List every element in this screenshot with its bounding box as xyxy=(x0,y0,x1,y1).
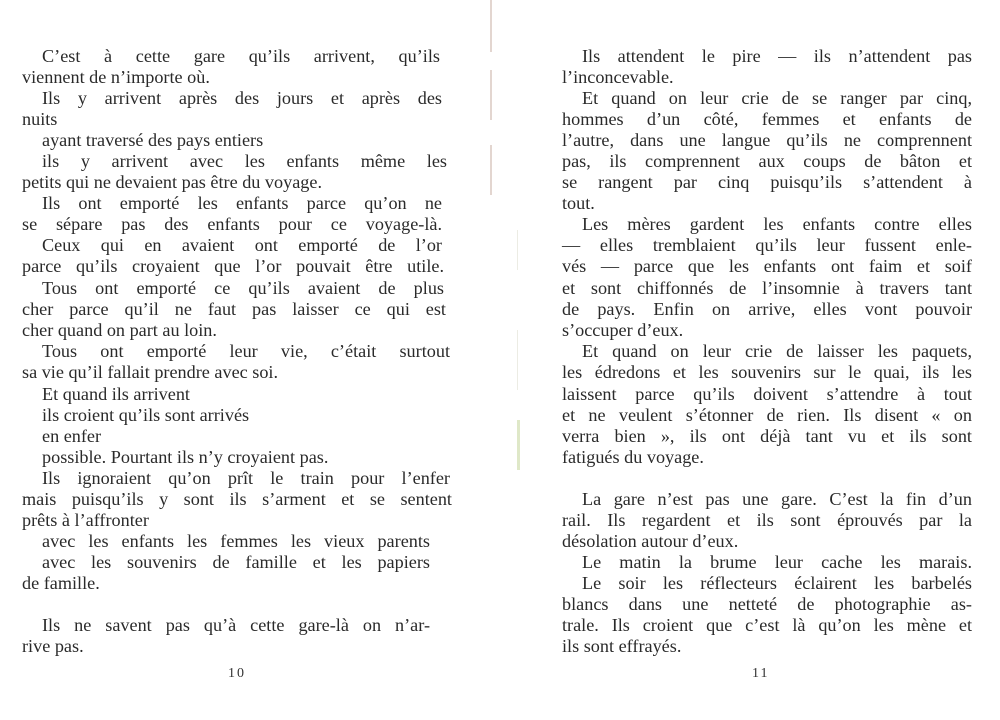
text-line: mais puisqu’ils y sont ils s’arment et se sentent xyxy=(22,489,452,509)
text-line: rail. Ils regardent et ils sont éprouvés par la xyxy=(562,510,972,530)
text-line: Ils ne savent pas qu’à cette gare-là on n’ar- xyxy=(42,615,430,635)
text-line: blancs dans une netteté de photographie as- xyxy=(562,594,972,614)
text-line: ils croient qu’ils sont arrivés xyxy=(42,405,250,425)
text-line: Tous ont emporté leur vie, c’était surtout xyxy=(42,341,450,361)
text-line: parce qu’ils croyaient que l’or pouvait être utile. xyxy=(22,256,444,276)
text-line: et ne veulent s’étonner de rien. Ils disent « on xyxy=(562,405,972,425)
text-line: nuits xyxy=(22,109,58,129)
text-line: ayant traversé des pays entiers xyxy=(42,130,264,150)
text-line: Le matin la brume leur cache les marais. xyxy=(582,552,972,572)
text-line: l’inconcevable. xyxy=(562,67,674,87)
book-gutter xyxy=(490,0,494,720)
text-line: tout. xyxy=(562,193,595,213)
text-line: l’autre, dans une langue qu’ils ne comprennent xyxy=(562,130,972,150)
text-line: C’est à cette gare qu’ils arrivent, qu’ils xyxy=(42,46,440,66)
text-line: ils sont effrayés. xyxy=(562,636,682,656)
text-line: pas, ils comprennent aux coups de bâton et xyxy=(562,151,972,171)
text-line: — elles tremblaient qu’ils leur fussent enle- xyxy=(562,235,972,255)
text-line: Et quand ils arrivent xyxy=(42,384,190,404)
text-line: Tous ont emporté ce qu’ils avaient de plus xyxy=(42,278,444,298)
text-line: ils y arrivent avec les enfants même les xyxy=(42,151,447,171)
text-line: de famille. xyxy=(22,573,100,593)
text-line: laissent parce qu’ils doivent s’attendre à tout xyxy=(562,384,972,404)
text-line: cher quand on part au loin. xyxy=(22,320,217,340)
text-line: se sépare pas des enfants pour ce voyage-là. xyxy=(22,214,442,234)
text-line: vés — parce que les enfants ont faim et soif xyxy=(562,256,972,276)
text-line: La gare n’est pas une gare. C’est la fin d’un xyxy=(582,489,972,509)
text-line: Ils ont emporté les enfants parce qu’on ne xyxy=(42,193,442,213)
text-line: Et quand on leur crie de se ranger par cinq, xyxy=(582,88,972,108)
text-line: en enfer xyxy=(42,426,102,446)
text-line: fatigués du voyage. xyxy=(562,447,704,467)
text-line: avec les souvenirs de famille et les papiers xyxy=(42,552,430,572)
text-line: trale. Ils croient que c’est là qu’on les mène et xyxy=(562,615,972,635)
text-line: Ils ignoraient qu’on prît le train pour l’enfer xyxy=(42,468,450,488)
page-number-right: 11 xyxy=(752,666,770,681)
text-line: Les mères gardent les enfants contre elles xyxy=(582,214,972,234)
text-line: Et quand on leur crie de laisser les paquets, xyxy=(582,341,972,361)
text-line: cher parce qu’il ne faut pas laisser ce qui est xyxy=(22,299,446,319)
text-line: possible. Pourtant ils n’y croyaient pas. xyxy=(42,447,329,467)
text-line: Ceux qui en avaient ont emporté de l’or xyxy=(42,235,442,255)
right-page xyxy=(500,0,1000,720)
text-line: prêts à l’affronter xyxy=(22,510,149,530)
left-page xyxy=(0,0,490,720)
text-line: sa vie qu’il fallait prendre avec soi. xyxy=(22,362,279,382)
text-line: avec les enfants les femmes les vieux parents xyxy=(42,531,430,551)
text-line: les édredons et les souvenirs sur le quai, ils les xyxy=(562,362,972,382)
text-line: hommes d’un côté, femmes et enfants de xyxy=(562,109,972,129)
text-line: petits qui ne devaient pas être du voyage. xyxy=(22,172,322,192)
text-line: Le soir les réflecteurs éclairent les barbelés xyxy=(582,573,972,593)
text-line: rive pas. xyxy=(22,636,84,656)
text-line: se rangent par cinq puisqu’ils s’attendent à xyxy=(562,172,972,192)
text-line: désolation autour d’eux. xyxy=(562,531,739,551)
page-number-left: 10 xyxy=(228,666,246,681)
text-line: s’occuper d’eux. xyxy=(562,320,684,340)
text-line: de pays. Enfin on arrive, elles vont pouvoir xyxy=(562,299,972,319)
text-line: et sont chiffonnés de l’insomnie à travers tant xyxy=(562,278,972,298)
text-line: Ils y arrivent après des jours et après des xyxy=(42,88,442,108)
text-line: viennent de n’importe où. xyxy=(22,67,210,87)
text-line: Ils attendent le pire — ils n’attendent pas xyxy=(582,46,972,66)
text-line: verra bien », ils ont déjà tant vu et ils sont xyxy=(562,426,972,446)
